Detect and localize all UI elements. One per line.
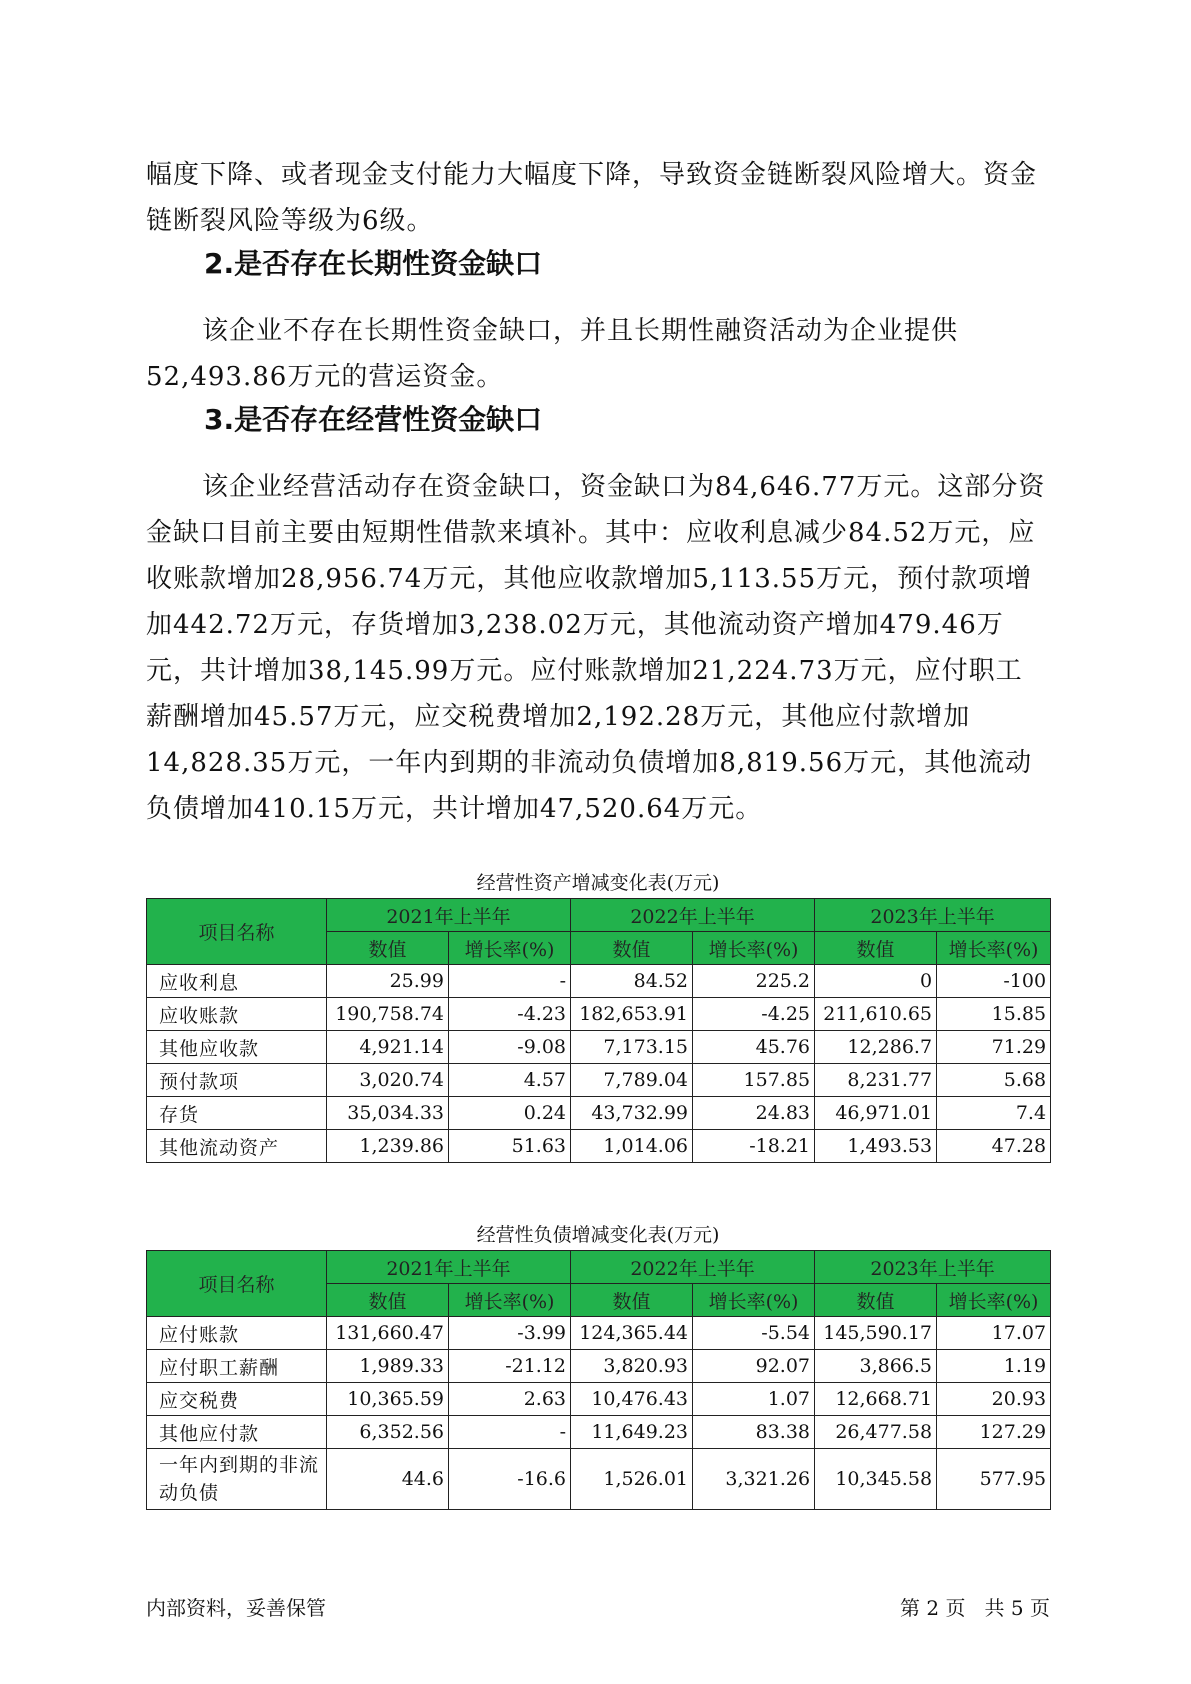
row-name: 应交税费 (147, 1383, 327, 1416)
header-growth: 增长率(%) (449, 932, 571, 965)
cell-value: 44.6 (327, 1449, 449, 1510)
header-period-2022: 2022年上半年 (571, 1251, 815, 1284)
header-period-2021: 2021年上半年 (327, 899, 571, 932)
cell-growth: -16.6 (449, 1449, 571, 1510)
cell-growth: -4.25 (693, 998, 815, 1031)
cell-growth: 157.85 (693, 1064, 815, 1097)
cell-growth: 47.28 (937, 1130, 1051, 1163)
cell-growth: 5.68 (937, 1064, 1051, 1097)
cell-value: 8,231.77 (815, 1064, 937, 1097)
cell-growth: 1.07 (693, 1383, 815, 1416)
header-period-2023: 2023年上半年 (815, 1251, 1051, 1284)
header-growth: 增长率(%) (937, 1284, 1051, 1317)
table-row (147, 1317, 1051, 1350)
cell-value: 11,649.23 (571, 1416, 693, 1449)
header-period-2021: 2021年上半年 (327, 1251, 571, 1284)
row-name: 应付职工薪酬 (147, 1350, 327, 1383)
asset-table-caption: 经营性资产增减变化表(万元) (476, 872, 720, 894)
cell-growth: 83.38 (693, 1416, 815, 1449)
header-value: 数值 (571, 932, 693, 965)
cell-value: 26,477.58 (815, 1416, 937, 1449)
paragraph-long-term-gap: 该企业不存在长期性资金缺口，并且长期性融资活动为企业提供52,493.86万元的营运资金。 (146, 316, 959, 392)
cell-value: 4,921.14 (327, 1031, 449, 1064)
cell-growth: 45.76 (693, 1031, 815, 1064)
header-growth: 增长率(%) (937, 932, 1051, 965)
header-item-name: 项目名称 (147, 899, 327, 965)
cell-growth: 0.24 (449, 1097, 571, 1130)
cell-value: 7,789.04 (571, 1064, 693, 1097)
cell-value: 145,590.17 (815, 1317, 937, 1350)
cell-value: 3,020.74 (327, 1064, 449, 1097)
header-growth: 增长率(%) (449, 1284, 571, 1317)
cell-value: 6,352.56 (327, 1416, 449, 1449)
header-growth: 增长率(%) (693, 932, 815, 965)
cell-value: 190,758.74 (327, 998, 449, 1031)
row-name: 其他流动资产 (147, 1130, 327, 1163)
cell-growth: 7.4 (937, 1097, 1051, 1130)
cell-growth: 3,321.26 (693, 1449, 815, 1510)
cell-growth: -4.23 (449, 998, 571, 1031)
footer-page-number: 第 2 页 共 5 页 (900, 1596, 1050, 1620)
cell-value: 25.99 (327, 965, 449, 998)
table-row (147, 1130, 1051, 1163)
row-name: 其他应收款 (147, 1031, 327, 1064)
row-name: 预付款项 (147, 1064, 327, 1097)
table-row (147, 1416, 1051, 1449)
header-value: 数值 (327, 1284, 449, 1317)
cell-growth: -9.08 (449, 1031, 571, 1064)
table-row (147, 1031, 1051, 1064)
table-row (147, 1449, 1051, 1510)
cell-value: 3,866.5 (815, 1350, 937, 1383)
row-name: 一年内到期的非流动负债 (147, 1449, 327, 1510)
row-name: 应收账款 (147, 998, 327, 1031)
cell-growth: -18.21 (693, 1130, 815, 1163)
cell-growth: 225.2 (693, 965, 815, 998)
header-period-2023: 2023年上半年 (815, 899, 1051, 932)
cell-value: 7,173.15 (571, 1031, 693, 1064)
cell-growth: 92.07 (693, 1350, 815, 1383)
cell-value: 1,989.33 (327, 1350, 449, 1383)
cell-growth: 4.57 (449, 1064, 571, 1097)
table-row (147, 1383, 1051, 1416)
cell-value: 131,660.47 (327, 1317, 449, 1350)
header-value: 数值 (327, 932, 449, 965)
liability-table (146, 1250, 1051, 1510)
cell-value: 3,820.93 (571, 1350, 693, 1383)
cell-growth: -100 (937, 965, 1051, 998)
cell-growth: 1.19 (937, 1350, 1051, 1383)
cell-value: 1,526.01 (571, 1449, 693, 1510)
table-row (147, 1350, 1051, 1383)
cell-value: 43,732.99 (571, 1097, 693, 1130)
header-period-2022: 2022年上半年 (571, 899, 815, 932)
header-growth: 增长率(%) (693, 1284, 815, 1317)
cell-value: 35,034.33 (327, 1097, 449, 1130)
cell-value: 84.52 (571, 965, 693, 998)
cell-value: 182,653.91 (571, 998, 693, 1031)
cell-value: 124,365.44 (571, 1317, 693, 1350)
cell-value: 10,365.59 (327, 1383, 449, 1416)
header-value: 数值 (571, 1284, 693, 1317)
asset-table (146, 898, 1051, 1163)
cell-growth: - (449, 965, 571, 998)
footer-confidential-note: 内部资料，妥善保管 (146, 1596, 326, 1620)
cell-growth: 2.63 (449, 1383, 571, 1416)
cell-value: 46,971.01 (815, 1097, 937, 1130)
cell-growth: 20.93 (937, 1383, 1051, 1416)
heading-long-term-gap: 2.是否存在长期性资金缺口 (204, 247, 543, 280)
cell-growth: 15.85 (937, 998, 1051, 1031)
cell-growth: 17.07 (937, 1317, 1051, 1350)
cell-value: 10,345.58 (815, 1449, 937, 1510)
row-name: 存货 (147, 1097, 327, 1130)
cell-value: 12,668.71 (815, 1383, 937, 1416)
cell-value: 211,610.65 (815, 998, 937, 1031)
header-value: 数值 (815, 1284, 937, 1317)
header-item-name: 项目名称 (147, 1251, 327, 1317)
heading-operating-gap: 3.是否存在经营性资金缺口 (204, 403, 543, 436)
cell-growth: 577.95 (937, 1449, 1051, 1510)
row-name: 应付账款 (147, 1317, 327, 1350)
cell-growth: -3.99 (449, 1317, 571, 1350)
row-name: 其他应付款 (147, 1416, 327, 1449)
table-row (147, 1064, 1051, 1097)
cell-growth: 71.29 (937, 1031, 1051, 1064)
table-row (147, 998, 1051, 1031)
cell-growth: 24.83 (693, 1097, 815, 1130)
cell-value: 12,286.7 (815, 1031, 937, 1064)
cell-growth: - (449, 1416, 571, 1449)
cell-value: 0 (815, 965, 937, 998)
cell-value: 1,239.86 (327, 1130, 449, 1163)
cell-value: 1,014.06 (571, 1130, 693, 1163)
liability-table-caption: 经营性负债增减变化表(万元) (476, 1224, 720, 1246)
paragraph-risk-level: 幅度下降、或者现金支付能力大幅度下降，导致资金链断裂风险增大。资金链断裂风险等级为6级。 (146, 160, 1038, 236)
table-row (147, 965, 1051, 998)
cell-value: 10,476.43 (571, 1383, 693, 1416)
paragraph-operating-gap: 该企业经营活动存在资金缺口，资金缺口为84,646.77万元。这部分资金缺口目前主要由短期性借款来填补。其中：应收利息减少84.52万元，应收账款增加28,956.74万元，其他应收款增加5,113.55万元，预付款项增加442.72万元，存货增加3,238.02万元，其他流动资产增加479.46万元，共计增加38,145.99万元。应付账款增加21,224.73万元，应付职工薪酬增加45.57万元，应交税费增加2,192.28万元，其他应付款增加14,828.35万元，一年内到期的非流动负债增加8,819.56万元，其他流动负债增加410.15万元，共计增加47,520.64万元。 (146, 472, 1046, 824)
cell-growth: -5.54 (693, 1317, 815, 1350)
cell-growth: 51.63 (449, 1130, 571, 1163)
cell-value: 1,493.53 (815, 1130, 937, 1163)
table-row (147, 1097, 1051, 1130)
cell-growth: 127.29 (937, 1416, 1051, 1449)
row-name: 应收利息 (147, 965, 327, 998)
cell-growth: -21.12 (449, 1350, 571, 1383)
header-value: 数值 (815, 932, 937, 965)
